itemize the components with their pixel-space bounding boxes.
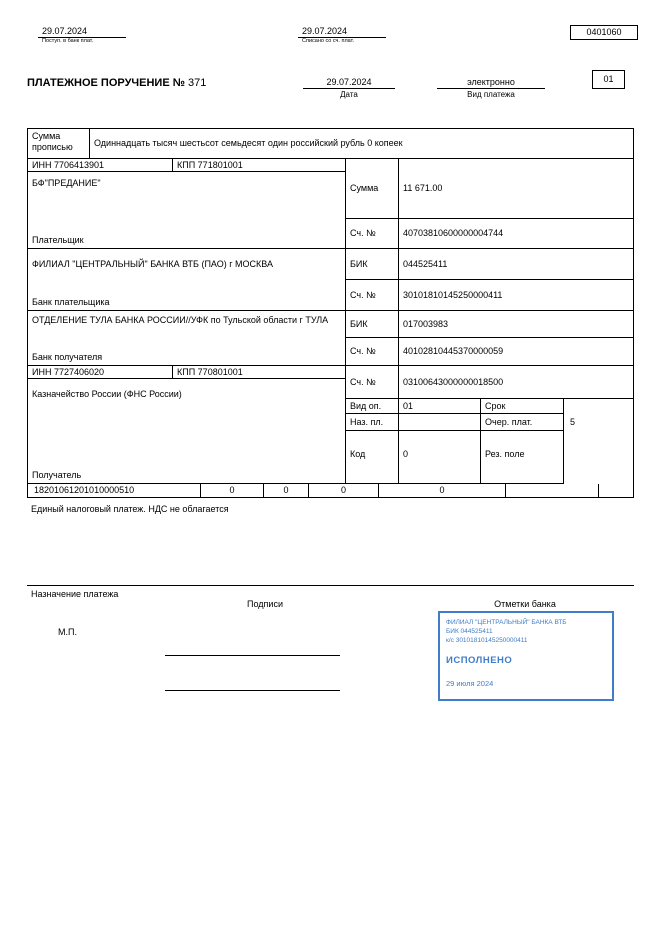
stamp-status: ИСПОЛНЕНО [446, 655, 513, 667]
document-title [27, 77, 206, 89]
received-in-bank-field [38, 26, 126, 45]
stamp-date: 29 июля 2024 [446, 678, 494, 688]
debited-date: 29.07.2024 [298, 26, 386, 38]
tax-row-cell-1: 0 [201, 484, 264, 497]
tax-row-cell-3: 0 [309, 484, 379, 497]
tax-row-cell-2: 0 [264, 484, 309, 497]
stamp-bank-name: ФИЛИАЛ "ЦЕНТРАЛЬНЫЙ" БАНКА ВТБ [446, 619, 567, 626]
payer-bank-account-label: Сч. № [346, 280, 399, 311]
payment-kind: электронно [437, 77, 545, 89]
bank-marks-label: Отметки банка [494, 599, 556, 609]
bank-stamp [438, 611, 614, 701]
operation-type-label: Вид оп. [346, 399, 399, 414]
debited-from-account-field [298, 26, 386, 45]
tax-row-cell-6 [599, 484, 633, 497]
payer-section-label: Плательщик [32, 235, 84, 246]
payment-purpose-text: Единый налоговый платеж. НДС не облагается [31, 504, 229, 514]
payee-kpp: КПП 770801001 [173, 366, 346, 379]
payment-purpose-label: Назначение платежа [31, 589, 119, 599]
payer-bank-bik-label: БИК [346, 249, 399, 280]
form-code-box: 0401060 [570, 25, 638, 40]
payment-kind-label: Вид платежа [467, 90, 515, 99]
tax-row-cell-5 [506, 484, 599, 497]
payment-kind-field [437, 77, 545, 99]
term-value [564, 399, 632, 414]
payer-account: 40703810600000004744 [399, 219, 633, 249]
payer-name: БФ"ПРЕДАНИЕ" [32, 178, 101, 188]
reserve-field-label: Рез. поле [481, 431, 564, 484]
payment-basis-value [399, 414, 481, 431]
payee-bank-account-label: Сч. № [346, 338, 399, 366]
payee-bank-cell [28, 311, 346, 366]
document-date: 29.07.2024 [303, 77, 395, 89]
amount-words-label: Сумма прописью [28, 129, 90, 159]
payer-inn: ИНН 7706413901 [28, 159, 173, 172]
payee-bank-name: ОТДЕЛЕНИЕ ТУЛА БАНКА РОССИИ//УФК по Тульской области г ТУЛА [32, 315, 329, 325]
payer-bank-account: 30101810145250000411 [399, 280, 633, 311]
payer-bank-cell [28, 249, 346, 311]
received-in-bank-date: 29.07.2024 [38, 26, 126, 38]
payee-bank-bik-label: БИК [346, 311, 399, 338]
document-title-label: ПЛАТЕЖНОЕ ПОРУЧЕНИЕ № [27, 77, 185, 89]
payer-cell [28, 172, 346, 249]
code-value: 0 [399, 431, 481, 484]
signature-line-2 [165, 690, 340, 691]
payee-inn: ИНН 7727406020 [28, 366, 173, 379]
payee-section-label: Получатель [32, 470, 82, 481]
payee-account: 03100643000000018500 [399, 366, 633, 399]
amount-words-value: Одиннадцать тысяч шестьсот семьдесят один российский рубль 0 копеек [90, 129, 633, 159]
priority-label: Очер. плат. [481, 414, 564, 431]
tax-row-cell-4: 0 [379, 484, 506, 497]
payee-bank-bik: 017003983 [399, 311, 633, 338]
payee-bank-account: 40102810445370000059 [399, 338, 633, 366]
purpose-divider-line [27, 585, 634, 586]
payer-kpp: КПП 771801001 [173, 159, 346, 172]
document-date-label: Дата [340, 90, 358, 99]
payee-bank-section-label: Банк получателя [32, 352, 103, 363]
payer-account-label: Сч. № [346, 219, 399, 249]
stamp-corr-account: к/с 30101810145250000411 [446, 637, 528, 645]
payee-account-label: Сч. № [346, 366, 399, 399]
payer-bank-bik: 044525411 [399, 249, 633, 280]
main-form-table [27, 128, 634, 498]
debited-label: Списано со сч. плат. [302, 38, 355, 44]
payer-bank-section-label: Банк плательщика [32, 297, 110, 308]
code-label: Код [346, 431, 399, 484]
status-code-box: 01 [592, 70, 625, 89]
reserve-field-value [564, 431, 632, 484]
seal-place-label: М.П. [58, 627, 77, 637]
document-number: 371 [187, 77, 207, 89]
payee-cell [28, 379, 346, 484]
signatures-label: Подписи [247, 599, 283, 609]
term-label: Срок [481, 399, 564, 414]
amount-value: 11 671.00 [399, 159, 633, 219]
amount-label: Сумма [346, 159, 399, 219]
payee-name: Казначейство России (ФНС России) [32, 389, 182, 399]
priority-value: 5 [570, 417, 576, 428]
received-in-bank-label: Поступ. в банк плат. [42, 38, 94, 44]
operation-type-value: 01 [399, 399, 481, 414]
stamp-bik: БИК 044525411 [446, 628, 493, 636]
payment-basis-label: Наз. пл. [346, 414, 399, 431]
payer-bank-name: ФИЛИАЛ "ЦЕНТРАЛЬНЫЙ" БАНКА ВТБ (ПАО) г МОСКВА [32, 259, 273, 269]
document-date-field [303, 77, 395, 99]
signature-line-1 [165, 655, 340, 656]
kbk-cell: 18201061201010000510 [28, 484, 201, 497]
